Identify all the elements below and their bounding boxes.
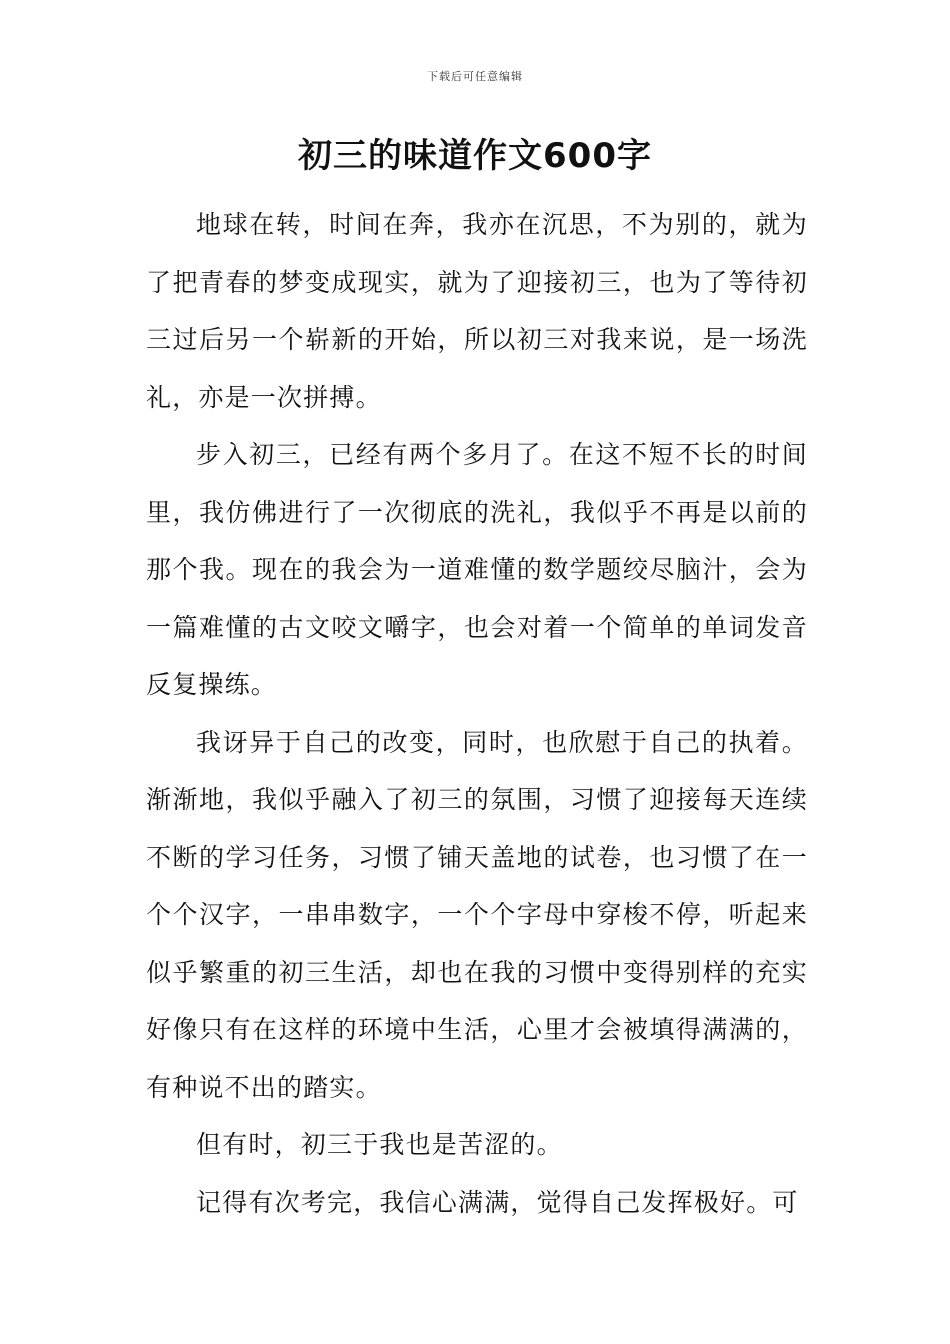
document-title: 初三的味道作文600字 <box>298 136 652 176</box>
paragraph-5: 记得有次考完，我信心满满，觉得自己发挥极好。可 <box>196 1187 799 1217</box>
paragraph-3: 我讶异于自己的改变，同时，也欣慰于自己的执着。渐渐地，我似乎融入了初三的氛围，习惯了迎接每天连续不断的学习任务，习惯了铺天盖地的试卷，也习惯了在一个个汉字，一串串数字，一个个字母中穿梭不停，听起来似乎繁重的初三生活，却也在我的习惯中变得别样的充实好像只有在这样的环境中生活，心里才会被填得满满的，有种说不出的踏实。 <box>146 727 808 1102</box>
document-body <box>146 196 808 1231</box>
header-note: 下载后可任意编辑 <box>427 70 523 83</box>
paragraph-4: 但有时，初三于我也是苦涩的。 <box>196 1130 563 1159</box>
paragraph-1: 地球在转，时间在奔，我亦在沉思，不为别的，就为了把青春的梦变成现实，就为了迎接初三，也为了等待初三过后另一个崭新的开始，所以初三对我来说，是一场洗礼，亦是一次拼搏。 <box>146 210 808 412</box>
paragraph-2: 步入初三，已经有两个多月了。在这不短不长的时间里，我仿佛进行了一次彻底的洗礼，我似乎不再是以前的那个我。现在的我会为一道难懂的数学题绞尽脑汁，会为一篇难懂的古文咬文嚼字，也会对着一个简单的单词发音反复操练。 <box>146 440 808 699</box>
